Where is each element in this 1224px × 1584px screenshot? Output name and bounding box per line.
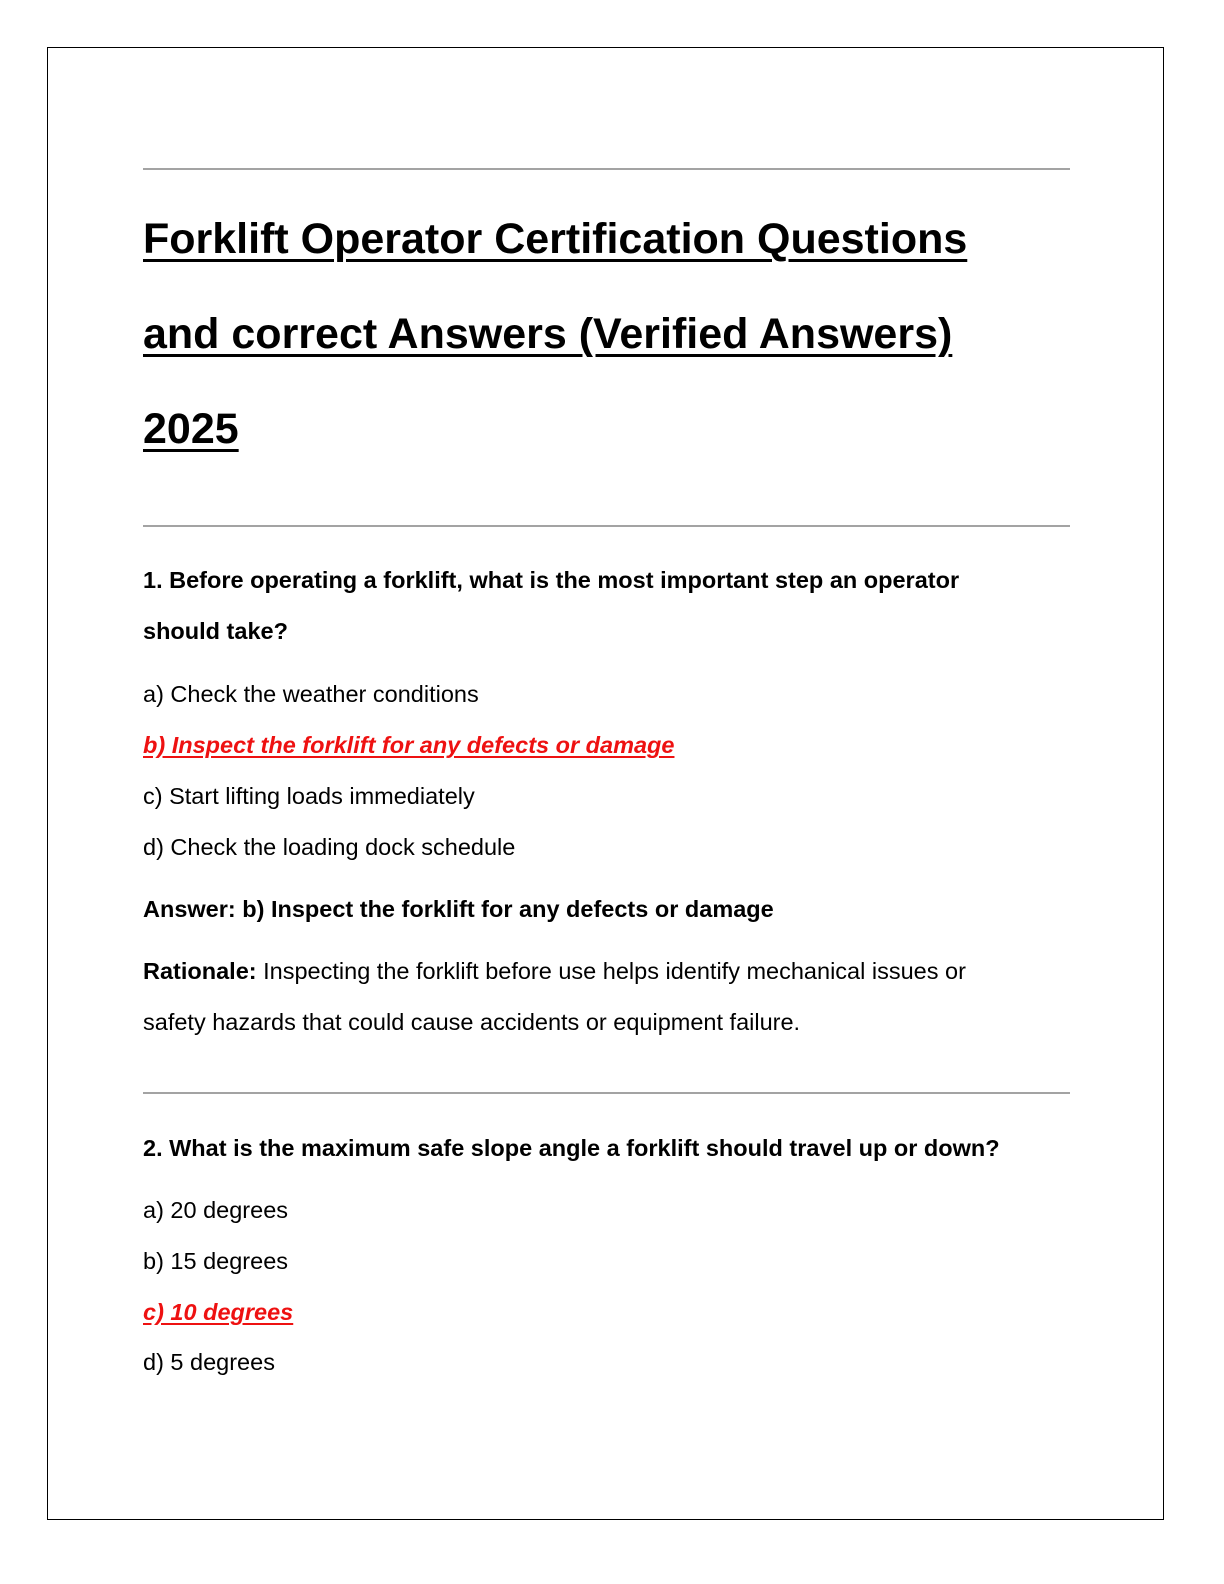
divider-top: [143, 168, 1070, 170]
document-title-line-3: 2025: [143, 405, 239, 453]
question-1-text-line-2: should take?: [143, 618, 288, 644]
question-1-rationale-line-2: safety hazards that could cause accidents or equipment failure.: [143, 1009, 801, 1035]
document-title-line-2: and correct Answers (Verified Answers): [143, 310, 953, 358]
divider-after-question-1: [143, 1092, 1070, 1094]
question-2-text: 2. What is the maximum safe slope angle a forklift should travel up or down?: [143, 1135, 1000, 1161]
rationale-text: Inspecting the forklift before use helps identify mechanical issues or: [256, 958, 966, 984]
question-2-option-a: a) 20 degrees: [143, 1197, 289, 1223]
rationale-label: Rationale:: [143, 958, 257, 984]
question-1-option-a: a) Check the weather conditions: [143, 681, 479, 707]
question-1-answer: Answer: b) Inspect the forklift for any defects or damage: [143, 896, 774, 922]
question-1-rationale-line-1: [143, 960, 966, 984]
question-1-option-b-correct: b) Inspect the forklift for any defects or damage: [143, 732, 675, 758]
question-1-option-d: d) Check the loading dock schedule: [143, 834, 516, 860]
question-1-option-c: c) Start lifting loads immediately: [143, 783, 475, 809]
question-2-option-c-correct: c) 10 degrees: [143, 1299, 294, 1325]
question-2-option-d: d) 5 degrees: [143, 1349, 275, 1375]
question-2-option-b: b) 15 degrees: [143, 1248, 289, 1274]
document-title-line-1: Forklift Operator Certification Questions: [143, 215, 968, 263]
divider-after-title: [143, 525, 1070, 527]
question-1-text-line-1: 1. Before operating a forklift, what is the most important step an operator: [143, 567, 960, 593]
